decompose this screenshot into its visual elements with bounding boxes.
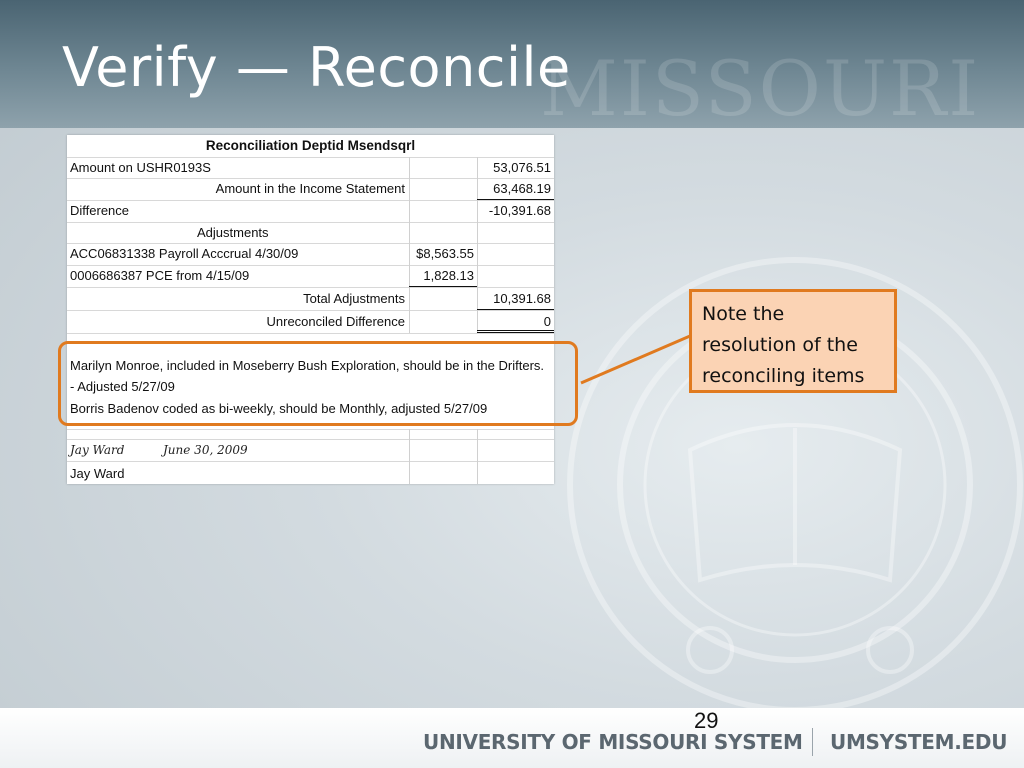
row-label: 0006686387 PCE from 4/15/09	[70, 268, 250, 283]
row-adjustment	[409, 178, 477, 200]
reconciliation-spreadsheet	[67, 135, 554, 484]
sheet-title: Reconciliation Deptid Msendsqrl	[205, 138, 416, 153]
row-adjustment: 1,828.13	[409, 265, 477, 287]
grid-line	[477, 429, 478, 484]
row-adjustment	[409, 157, 477, 179]
row-label: Unreconciled Difference	[266, 314, 405, 329]
row-label: Amount on USHR0193S	[70, 160, 211, 175]
row-amount	[477, 243, 554, 265]
callout-text: Note the resolution of the reconciling items	[702, 303, 865, 387]
footer-website: UMSYSTEM.EDU	[830, 730, 1008, 754]
sheet-row	[67, 157, 554, 179]
signature-name: Jay Ward	[70, 443, 125, 457]
sheet-row	[67, 243, 554, 265]
sheet-row	[67, 288, 554, 310]
row-amount	[477, 265, 554, 287]
sheet-row	[67, 178, 554, 200]
row-adjustment	[409, 288, 477, 310]
row-label: Difference	[70, 203, 130, 218]
row-amount: 63,468.19	[477, 178, 554, 200]
grid-line	[67, 439, 554, 440]
printed-name: Jay Ward	[70, 466, 125, 481]
grid-line	[67, 333, 554, 334]
reconciling-note: Borris Badenov coded as bi-weekly, should be Monthly, adjusted 5/27/09	[70, 401, 488, 416]
reconciling-note: Marilyn Monroe, included in Moseberry Bush Exploration, should be in the Drifters. - Adjusted 5/27/09	[70, 358, 545, 394]
header-band	[0, 0, 1024, 128]
row-amount: 53,076.51	[493, 160, 551, 175]
row-adjustment	[409, 200, 477, 222]
row-adjustment: $8,563.55	[416, 246, 474, 261]
footer-university-name: UNIVERSITY OF MISSOURI SYSTEM	[423, 730, 803, 754]
slide-title: Verify — Reconcile	[62, 36, 571, 99]
row-adjustment	[409, 311, 477, 333]
page-number: 29	[694, 708, 719, 733]
row-amount	[477, 222, 554, 244]
highlight-box	[58, 341, 578, 426]
row-label: Adjustments	[197, 225, 269, 240]
grid-line	[67, 429, 554, 430]
footer-bar	[0, 708, 1024, 768]
row-amount: 0	[477, 311, 554, 333]
row-amount: 10,391.68	[477, 288, 554, 310]
signature-date: June 30, 2009	[163, 443, 248, 457]
footer-divider	[812, 728, 813, 756]
grid-line	[67, 461, 554, 462]
callout-box	[689, 289, 897, 393]
header-watermark-text: MISSOURI	[540, 44, 981, 128]
sheet-row	[67, 311, 554, 333]
row-adjustment	[409, 222, 477, 244]
sheet-row	[67, 265, 554, 287]
row-amount: -10,391.68	[488, 203, 551, 218]
sheet-row	[67, 222, 554, 244]
row-label: Total Adjustments	[303, 291, 405, 306]
row-label: Amount in the Income Statement	[215, 181, 405, 196]
row-label: ACC06831338 Payroll Acccrual 4/30/09	[70, 246, 299, 261]
grid-line	[409, 429, 410, 484]
sheet-row	[67, 200, 554, 222]
